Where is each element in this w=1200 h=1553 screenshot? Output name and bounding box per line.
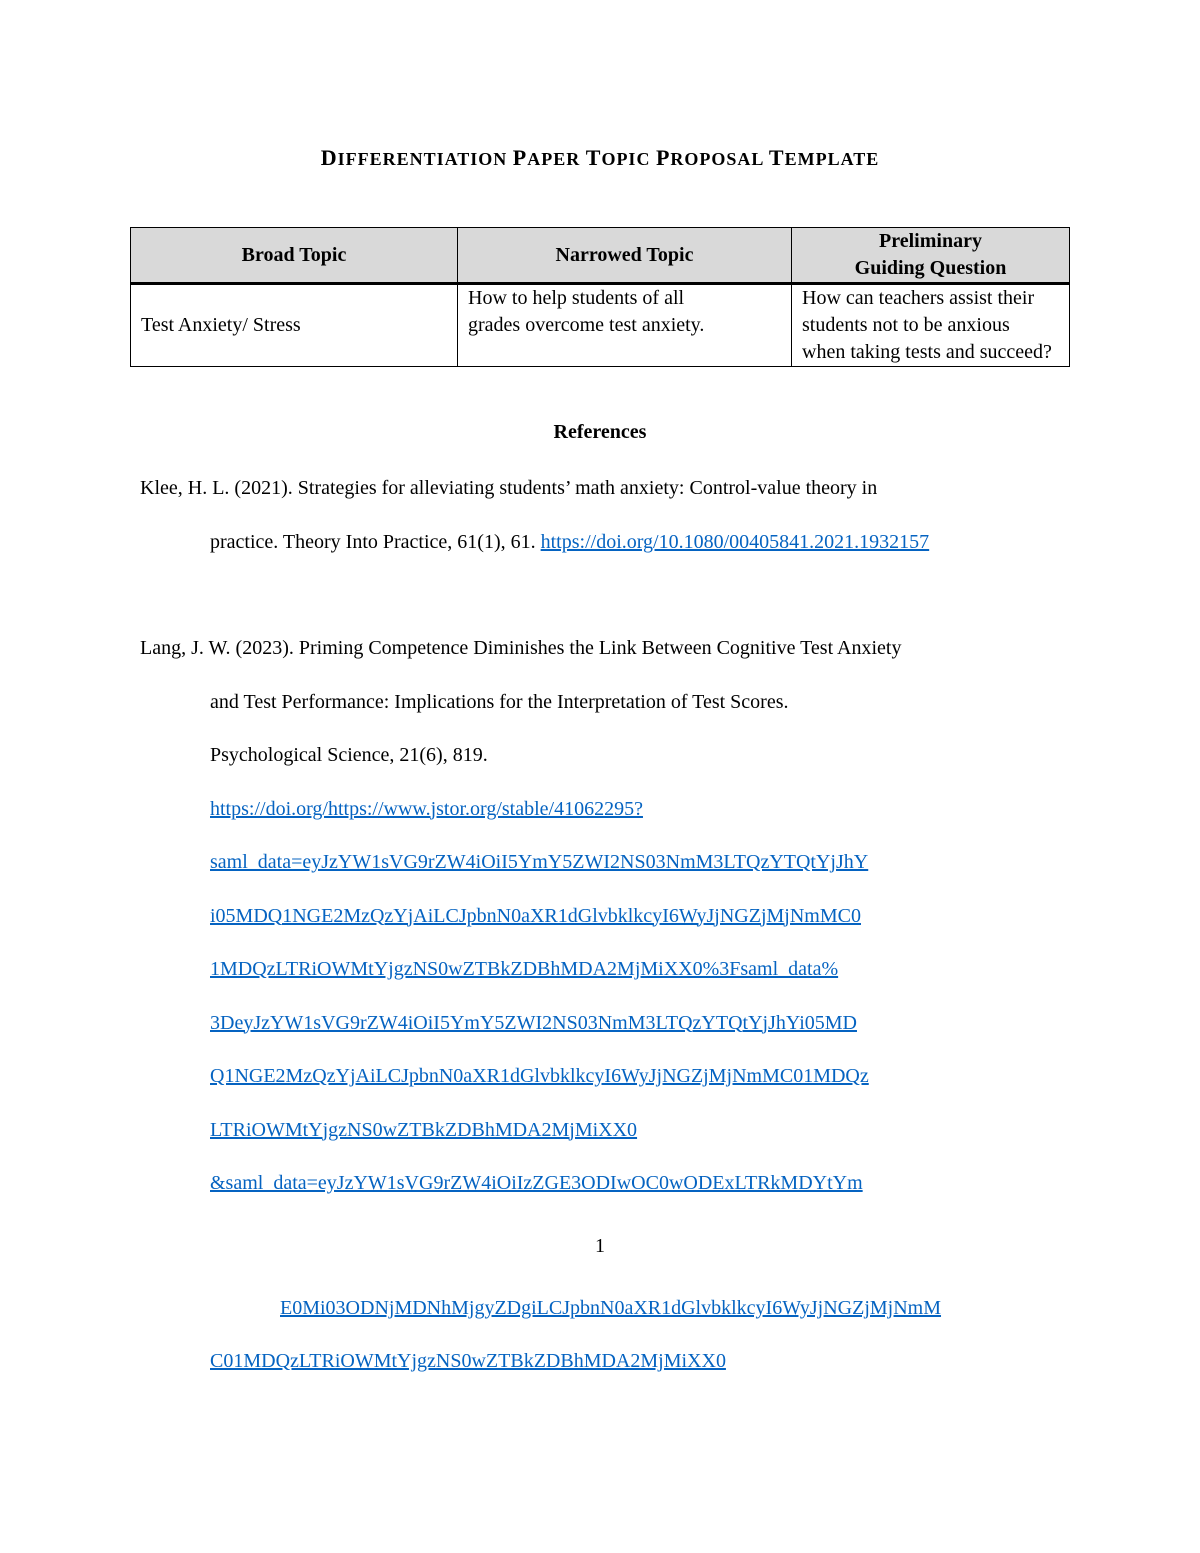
- continued-link-line2: [210, 1350, 726, 1373]
- reference-klee: [140, 462, 1070, 569]
- title-cap-4: P: [655, 145, 671, 170]
- reference-lang-link-line7: [140, 1104, 1070, 1158]
- reference-lang-link[interactable]: 1MDQzLTRiOWMtYjgzNS0wZTBkZDBhMDA2MjMiXX0%3Fsaml_data%: [210, 958, 839, 980]
- references-heading: References: [553, 421, 647, 443]
- page-number: 1: [595, 1235, 605, 1257]
- header-guiding-question-line1: Preliminary: [879, 230, 982, 252]
- reference-lang-line1: Lang, J. W. (2023). Priming Competence Diminishes the Link Between Cognitive Test Anxiety: [140, 637, 902, 659]
- cell-guiding-question: [792, 284, 1070, 367]
- reference-lang: [140, 622, 1070, 1211]
- reference-lang-link[interactable]: i05MDQ1NGE2MzQzYjAiLCJpbnN0aXR1dGlvbklkcyI6WyJjNGZjMjNmMC0: [210, 904, 861, 927]
- header-guiding-question: [792, 228, 1070, 284]
- document-title: [0, 145, 1200, 171]
- reference-lang-line3: Psychological Science, 21(6), 819.: [210, 744, 488, 766]
- header-guiding-question-line2: Guiding Question: [854, 257, 1007, 279]
- reference-lang-link[interactable]: LTRiOWMtYjgzNS0wZTBkZDBhMDA2MjMiXX0: [210, 1118, 638, 1141]
- title-cap-5: T: [768, 145, 785, 170]
- header-narrowed-topic: Narrowed Topic: [458, 228, 792, 284]
- cell-narrowed-topic: [458, 284, 792, 367]
- reference-lang-link-line3: [140, 890, 1070, 944]
- reference-lang-link[interactable]: 3DeyJzYW1sVG9rZW4iOiI5YmY5ZWI2NS03NmM3LTQzYTQtYjJhYi05MD: [210, 1011, 857, 1034]
- title-rest-5: EMPLATE: [784, 149, 880, 169]
- continued-link[interactable]: E0Mi03ODNjMDNhMjgyZDgiLCJpbnN0aXR1dGlvbklkcyI6WyJjNGZjMjNmM: [280, 1297, 942, 1319]
- reference-lang-link[interactable]: &saml_data=eyJzYW1sVG9rZW4iOiIzZGE3ODIwOC0wODExLTRkMDYtYm: [210, 1172, 863, 1194]
- reference-klee-line1: Klee, H. L. (2021). Strategies for alleviating students’ math anxiety: Control-value theory in: [140, 477, 878, 499]
- reference-lang-link[interactable]: https://doi.org/https://www.jstor.org/stable/41062295?: [210, 797, 643, 820]
- topic-proposal-table: [130, 227, 1070, 367]
- title-rest-4: ROPOSAL: [670, 149, 769, 169]
- cell-question-line2: students not to be anxious: [802, 314, 1010, 336]
- cell-narrowed-line1: How to help students of all: [468, 287, 685, 309]
- table-header-row: [131, 228, 1070, 284]
- cell-narrowed-line2: grades overcome test anxiety.: [468, 314, 705, 336]
- reference-lang-link-line4: [140, 943, 1070, 997]
- reference-lang-link[interactable]: saml_data=eyJzYW1sVG9rZW4iOiI5YmY5ZWI2NS03NmM3LTQzYTQtYjJhY: [210, 851, 869, 873]
- reference-lang-link-line6: [140, 1050, 1070, 1104]
- title-cap-2: P: [512, 145, 528, 170]
- title-rest-2: APER: [527, 149, 586, 169]
- reference-klee-line2: [140, 516, 1070, 570]
- cell-question-line3: when taking tests and succeed?: [802, 341, 1052, 363]
- reference-lang-link-line5: [140, 997, 1070, 1051]
- reference-lang-link-line2: [140, 836, 1070, 890]
- reference-klee-source: practice. Theory Into Practice, 61(1), 61.: [210, 530, 541, 553]
- title-cap-3: T: [585, 145, 602, 170]
- title-rest-1: IFFERENTIATION: [337, 149, 513, 169]
- title-rest-3: OPIC: [601, 149, 656, 169]
- continued-link[interactable]: C01MDQzLTRiOWMtYjgzNS0wZTBkZDBhMDA2MjMiXX0: [210, 1350, 726, 1372]
- cell-broad-topic: Test Anxiety/ Stress: [131, 284, 458, 367]
- table-row: [131, 284, 1070, 367]
- reference-lang-link-line8: [140, 1157, 1070, 1211]
- header-broad-topic: Broad Topic: [131, 228, 458, 284]
- reference-lang-link[interactable]: Q1NGE2MzQzYjAiLCJpbnN0aXR1dGlvbklkcyI6WyJjNGZjMjNmMC01MDQz: [210, 1065, 869, 1087]
- reference-lang-link-line1: [140, 783, 1070, 837]
- reference-lang-line2: and Test Performance: Implications for the Interpretation of Test Scores.: [210, 690, 789, 713]
- continued-link-line1: [280, 1297, 941, 1320]
- cell-question-line1: How can teachers assist their: [802, 287, 1035, 309]
- reference-klee-doi-link[interactable]: https://doi.org/10.1080/00405841.2021.1932157: [540, 530, 930, 553]
- title-cap-1: D: [320, 145, 338, 170]
